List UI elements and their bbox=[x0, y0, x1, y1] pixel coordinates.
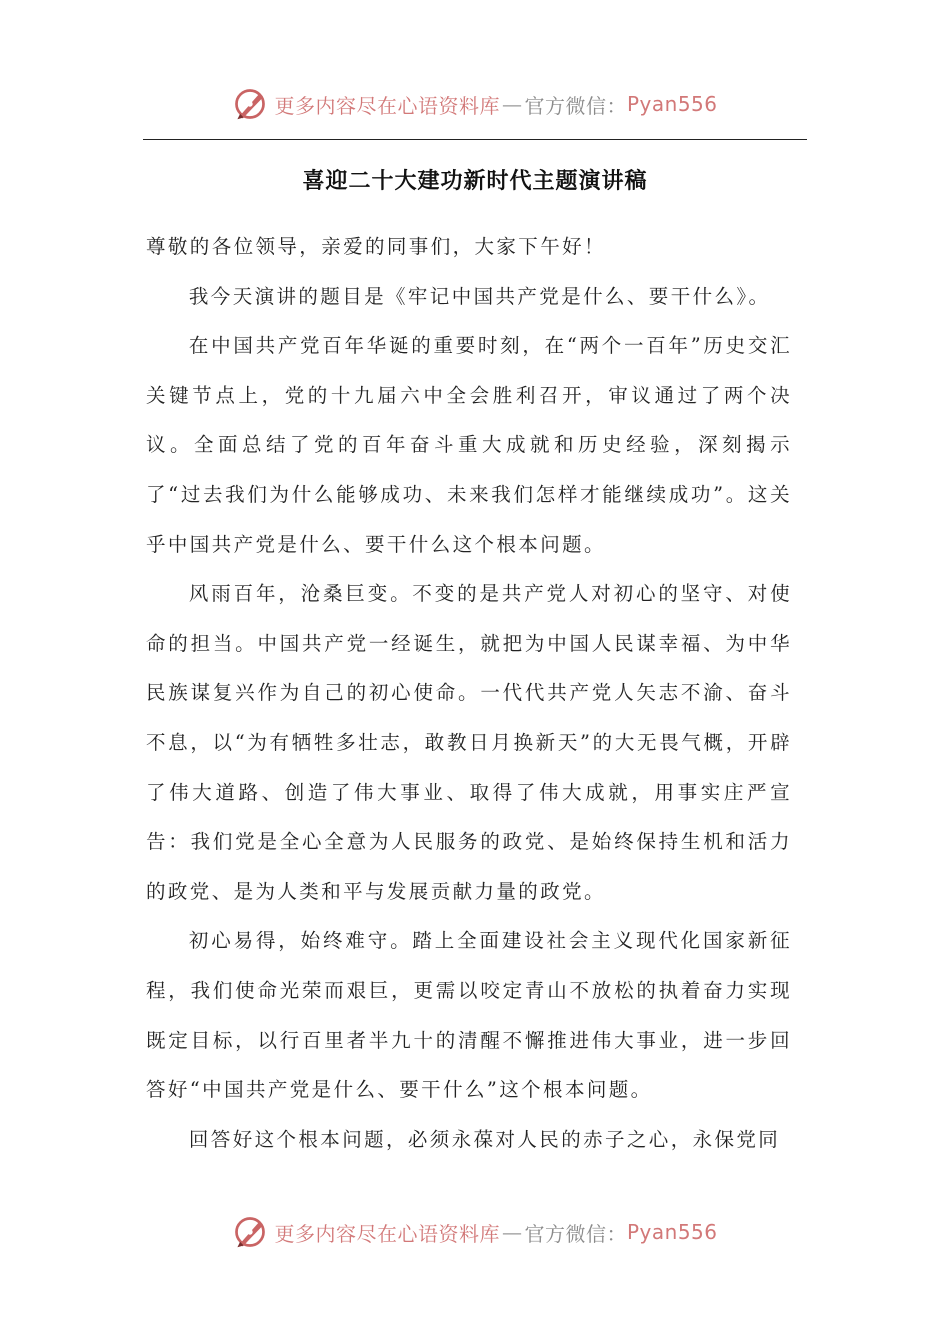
paragraph-mission: 初心易得，始终难守。踏上全面建设社会主义现代化国家新征程，我们使命光荣而艰巨，更需以咬定青山不放松的执着奋力实现既定目标，以行百里者半九十的清醒不懈推进伟大事业，进一步回答好“中国共产党是什么、要干什么”这个根本问题。 bbox=[146, 929, 792, 1102]
document-body bbox=[146, 222, 792, 1164]
banner-separator: — bbox=[501, 92, 523, 116]
pen-logo-icon bbox=[232, 86, 268, 122]
banner-text-label: 官方微信： bbox=[524, 1221, 627, 1246]
paragraph-topic: 我今天演讲的题目是《牢记中国共产党是什么、要干什么》。 bbox=[188, 284, 771, 308]
banner-wechat-id: Pyan556 bbox=[626, 92, 718, 116]
paragraph-greeting: 尊敬的各位领导，亲爱的同事们，大家下午好！ bbox=[146, 235, 606, 258]
pen-logo-icon bbox=[232, 1214, 268, 1250]
header-divider bbox=[143, 139, 807, 140]
paragraph-plenary: 在中国共产党百年华诞的重要时刻，在“两个一百年”历史交汇关键节点上，党的十九届六中全会胜利召开，审议通过了两个决议。全面总结了党的百年奋斗重大成就和历史经验，深刻揭示了“过去我们为什么能够成功、未来我们怎样才能继续成功”。这关乎中国共产党是什么、要干什么这个根本问题。 bbox=[146, 334, 792, 556]
banner-text-label: 官方微信： bbox=[524, 93, 627, 118]
banner-text-main: 更多内容尽在心语资料库 bbox=[274, 1221, 500, 1246]
paragraph-answer: 回答好这个根本问题，必须永葆对人民的赤子之心，永保党同 bbox=[188, 1127, 781, 1151]
paragraph-century: 风雨百年，沧桑巨变。不变的是共产党人对初心的坚守、对使命的担当。中国共产党一经诞生，就把为中国人民谋幸福、为中华民族谋复兴作为自己的初心使命。一代代共产党人矢志不渝、奋斗不息，以“为有牺牲多壮志，敢教日月换新天”的大无畏气概，开辟了伟大道路、创造了伟大事业、取得了伟大成就，用事实庄严宣告：我们党是全心全意为人民服务的政党、是始终保持生机和活力的政党、是为人类和平与发展贡献力量的政党。 bbox=[146, 582, 792, 903]
banner-wechat-id: Pyan556 bbox=[626, 1220, 718, 1244]
document-title: 喜迎二十大建功新时代主题演讲稿 bbox=[302, 168, 648, 194]
header-banner bbox=[0, 84, 950, 124]
footer-banner bbox=[0, 1212, 950, 1252]
banner-separator: — bbox=[501, 1220, 523, 1244]
banner-text-main: 更多内容尽在心语资料库 bbox=[274, 93, 500, 118]
